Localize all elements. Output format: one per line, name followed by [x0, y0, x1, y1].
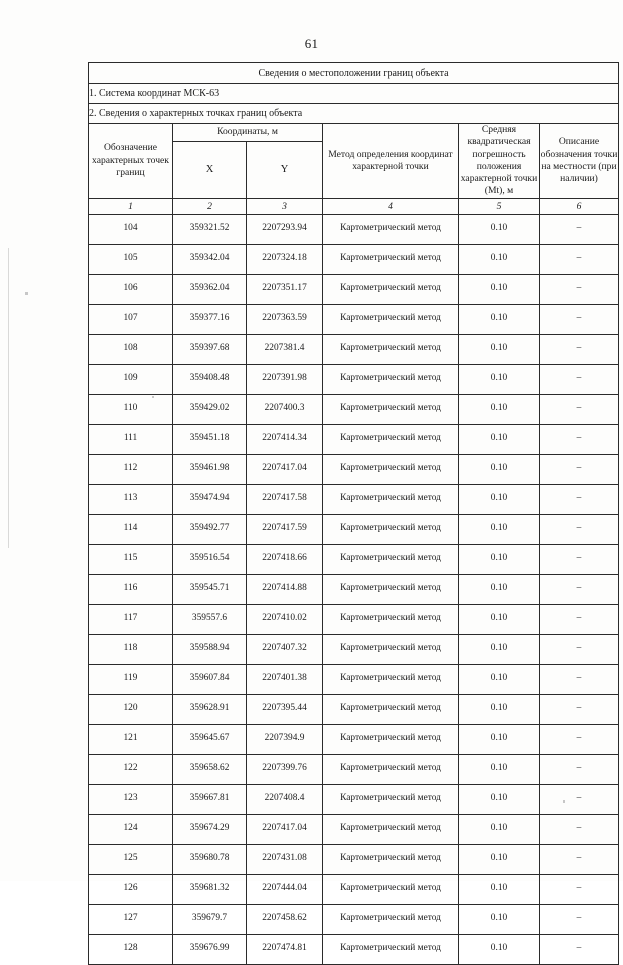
cell-coordinate-x: 359377.16 [173, 304, 247, 334]
cell-method: Картометрический метод [323, 604, 459, 634]
section-2-label: 2. Сведения о характерных точках границ объекта [89, 104, 619, 124]
cell-method: Картометрический метод [323, 394, 459, 424]
cell-coordinate-y: 2207351.17 [247, 274, 323, 304]
cell-coordinate-y: 2207407.32 [247, 634, 323, 664]
column-number-4: 4 [323, 198, 459, 214]
table-row [89, 304, 619, 334]
cell-method: Картометрический метод [323, 844, 459, 874]
table-title-row [89, 63, 619, 84]
cell-description: – [540, 574, 619, 604]
cell-point-designation: 104 [89, 214, 173, 244]
cell-point-designation: 121 [89, 724, 173, 754]
cell-mean-square-error: 0.10 [459, 244, 540, 274]
cell-coordinate-x: 359588.94 [173, 634, 247, 664]
cell-point-designation: 116 [89, 574, 173, 604]
cell-coordinate-y: 2207408.4 [247, 784, 323, 814]
cell-method: Картометрический метод [323, 214, 459, 244]
cell-mean-square-error: 0.10 [459, 874, 540, 904]
cell-description: – [540, 214, 619, 244]
cell-method: Картометрический метод [323, 424, 459, 454]
table-row [89, 574, 619, 604]
cell-coordinate-x: 359658.62 [173, 754, 247, 784]
cell-description: – [540, 364, 619, 394]
cell-mean-square-error: 0.10 [459, 544, 540, 574]
cell-coordinate-x: 359362.04 [173, 274, 247, 304]
table-row [89, 904, 619, 934]
cell-mean-square-error: 0.10 [459, 844, 540, 874]
cell-coordinate-x: 359474.94 [173, 484, 247, 514]
cell-coordinate-y: 2207414.88 [247, 574, 323, 604]
cell-coordinate-y: 2207391.98 [247, 364, 323, 394]
section-2-row [89, 104, 619, 124]
cell-point-designation: 106 [89, 274, 173, 304]
cell-coordinate-x: 359408.48 [173, 364, 247, 394]
cell-point-designation: 114 [89, 514, 173, 544]
cell-method: Картометрический метод [323, 874, 459, 904]
cell-mean-square-error: 0.10 [459, 634, 540, 664]
cell-method: Картометрический метод [323, 814, 459, 844]
column-number-3: 3 [247, 198, 323, 214]
cell-method: Картометрический метод [323, 454, 459, 484]
cell-mean-square-error: 0.10 [459, 574, 540, 604]
cell-method: Картометрический метод [323, 754, 459, 784]
cell-mean-square-error: 0.10 [459, 694, 540, 724]
cell-point-designation: 109 [89, 364, 173, 394]
cell-coordinate-x: 359676.99 [173, 934, 247, 964]
cell-description: – [540, 484, 619, 514]
cell-description: – [540, 694, 619, 724]
cell-coordinate-y: 2207444.04 [247, 874, 323, 904]
column-number-5: 5 [459, 198, 540, 214]
cell-coordinate-x: 359557.6 [173, 604, 247, 634]
cell-description: – [540, 634, 619, 664]
table-row [89, 814, 619, 844]
cell-coordinate-y: 2207417.59 [247, 514, 323, 544]
cell-mean-square-error: 0.10 [459, 664, 540, 694]
cell-mean-square-error: 0.10 [459, 784, 540, 814]
column-number-6: 6 [540, 198, 619, 214]
table-row [89, 754, 619, 784]
cell-method: Картометрический метод [323, 364, 459, 394]
table-row [89, 634, 619, 664]
cell-mean-square-error: 0.10 [459, 364, 540, 394]
cell-description: – [540, 904, 619, 934]
cell-method: Картометрический метод [323, 574, 459, 604]
cell-method: Картометрический метод [323, 304, 459, 334]
cell-description: – [540, 844, 619, 874]
cell-mean-square-error: 0.10 [459, 334, 540, 364]
cell-point-designation: 117 [89, 604, 173, 634]
cell-coordinate-y: 2207324.18 [247, 244, 323, 274]
cell-coordinate-y: 2207395.44 [247, 694, 323, 724]
cell-coordinate-y: 2207293.94 [247, 214, 323, 244]
cell-method: Картометрический метод [323, 664, 459, 694]
cell-coordinate-x: 359674.29 [173, 814, 247, 844]
cell-description: – [540, 544, 619, 574]
cell-coordinate-y: 2207394.9 [247, 724, 323, 754]
cell-coordinate-y: 2207418.66 [247, 544, 323, 574]
cell-point-designation: 112 [89, 454, 173, 484]
cell-method: Картометрический метод [323, 904, 459, 934]
cell-point-designation: 127 [89, 904, 173, 934]
table-row [89, 724, 619, 754]
cell-description: – [540, 814, 619, 844]
cell-coordinate-x: 359461.98 [173, 454, 247, 484]
cell-coordinate-x: 359681.32 [173, 874, 247, 904]
cell-coordinate-y: 2207363.59 [247, 304, 323, 334]
cell-point-designation: 118 [89, 634, 173, 664]
cell-point-designation: 107 [89, 304, 173, 334]
table-row [89, 844, 619, 874]
cell-method: Картометрический метод [323, 694, 459, 724]
document-title: Сведения о местоположении границ объекта [89, 63, 619, 84]
cell-coordinate-y: 2207474.81 [247, 934, 323, 964]
table-row [89, 394, 619, 424]
cell-description: – [540, 424, 619, 454]
cell-coordinate-y: 2207401.38 [247, 664, 323, 694]
cell-point-designation: 115 [89, 544, 173, 574]
table-row [89, 514, 619, 544]
cell-description: – [540, 394, 619, 424]
cell-description: – [540, 274, 619, 304]
cell-description: – [540, 604, 619, 634]
section-1-row [89, 84, 619, 104]
page-number: 61 [304, 36, 319, 51]
cell-coordinate-y: 2207417.04 [247, 814, 323, 844]
cell-description: – [540, 754, 619, 784]
cell-method: Картометрический метод [323, 334, 459, 364]
cell-method: Картометрический метод [323, 724, 459, 754]
column-header-description: Описание обозначения точки на местности (при наличии) [540, 124, 619, 199]
column-number-1: 1 [89, 198, 173, 214]
column-header-point-designation: Обозначение характерных точек границ [89, 124, 173, 199]
column-header-mean-square-error: Средняя квадратическая погрешность положения характерной точки (Мt), м [459, 124, 540, 199]
cell-description: – [540, 334, 619, 364]
cell-coordinate-y: 2207410.02 [247, 604, 323, 634]
cell-method: Картометрический метод [323, 274, 459, 304]
cell-method: Картометрический метод [323, 484, 459, 514]
cell-mean-square-error: 0.10 [459, 754, 540, 784]
cell-mean-square-error: 0.10 [459, 904, 540, 934]
cell-coordinate-y: 2207417.58 [247, 484, 323, 514]
cell-coordinate-x: 359645.67 [173, 724, 247, 754]
scan-speck [25, 292, 28, 295]
cell-mean-square-error: 0.10 [459, 454, 540, 484]
table-row [89, 334, 619, 364]
cell-point-designation: 119 [89, 664, 173, 694]
cell-description: – [540, 454, 619, 484]
cell-method: Картометрический метод [323, 514, 459, 544]
cell-mean-square-error: 0.10 [459, 724, 540, 754]
cell-point-designation: 108 [89, 334, 173, 364]
cell-method: Картометрический метод [323, 634, 459, 664]
cell-point-designation: 113 [89, 484, 173, 514]
scan-edge-artifact [8, 248, 9, 548]
cell-mean-square-error: 0.10 [459, 394, 540, 424]
cell-coordinate-x: 359607.84 [173, 664, 247, 694]
cell-description: – [540, 244, 619, 274]
cell-point-designation: 126 [89, 874, 173, 904]
cell-coordinate-y: 2207431.08 [247, 844, 323, 874]
cell-method: Картометрический метод [323, 544, 459, 574]
cell-mean-square-error: 0.10 [459, 424, 540, 454]
cell-description: – [540, 304, 619, 334]
table-row [89, 694, 619, 724]
cell-coordinate-x: 359667.81 [173, 784, 247, 814]
table-row [89, 664, 619, 694]
cell-point-designation: 120 [89, 694, 173, 724]
cell-coordinate-x: 359321.52 [173, 214, 247, 244]
cell-point-designation: 128 [89, 934, 173, 964]
column-header-method: Метод определения координат характерной точки [323, 124, 459, 199]
cell-mean-square-error: 0.10 [459, 934, 540, 964]
column-number-2: 2 [173, 198, 247, 214]
cell-coordinate-x: 359545.71 [173, 574, 247, 604]
column-header-y: Y [247, 142, 323, 198]
cell-point-designation: 125 [89, 844, 173, 874]
cell-coordinate-x: 359397.68 [173, 334, 247, 364]
table-row [89, 784, 619, 814]
table-row [89, 364, 619, 394]
cell-method: Картометрический метод [323, 784, 459, 814]
boundary-points-table [88, 62, 619, 965]
cell-coordinate-x: 359516.54 [173, 544, 247, 574]
cell-description: – [540, 874, 619, 904]
cell-coordinate-y: 2207417.04 [247, 454, 323, 484]
cell-point-designation: 111 [89, 424, 173, 454]
cell-description: – [540, 934, 619, 964]
cell-point-designation: 123 [89, 784, 173, 814]
table-row [89, 454, 619, 484]
cell-coordinate-x: 359342.04 [173, 244, 247, 274]
cell-coordinate-y: 2207458.62 [247, 904, 323, 934]
cell-coordinate-x: 359429.02 [173, 394, 247, 424]
cell-coordinate-x: 359492.77 [173, 514, 247, 544]
cell-point-designation: 105 [89, 244, 173, 274]
table-row [89, 874, 619, 904]
cell-description: – [540, 784, 619, 814]
column-header-x: X [173, 142, 247, 198]
table-row [89, 244, 619, 274]
table-row [89, 544, 619, 574]
cell-coordinate-y: 2207414.34 [247, 424, 323, 454]
section-1-label: 1. Система координат МСК-63 [89, 84, 619, 104]
cell-point-designation: 110 [89, 394, 173, 424]
column-header-coordinates-group: Координаты, м [173, 124, 323, 142]
cell-point-designation: 122 [89, 754, 173, 784]
cell-coordinate-y: 2207400.3 [247, 394, 323, 424]
cell-coordinate-x: 359679.7 [173, 904, 247, 934]
cell-mean-square-error: 0.10 [459, 214, 540, 244]
table-body [89, 214, 619, 964]
cell-coordinate-x: 359451.18 [173, 424, 247, 454]
cell-coordinate-x: 359628.91 [173, 694, 247, 724]
cell-mean-square-error: 0.10 [459, 274, 540, 304]
cell-coordinate-y: 2207381.4 [247, 334, 323, 364]
cell-mean-square-error: 0.10 [459, 304, 540, 334]
cell-mean-square-error: 0.10 [459, 604, 540, 634]
cell-coordinate-y: 2207399.76 [247, 754, 323, 784]
header-row-top [89, 124, 619, 142]
cell-mean-square-error: 0.10 [459, 514, 540, 544]
table-row [89, 424, 619, 454]
cell-description: – [540, 514, 619, 544]
table-row [89, 484, 619, 514]
column-number-row [89, 198, 619, 214]
cell-coordinate-x: 359680.78 [173, 844, 247, 874]
cell-mean-square-error: 0.10 [459, 814, 540, 844]
cell-description: – [540, 724, 619, 754]
cell-method: Картометрический метод [323, 934, 459, 964]
table-row [89, 604, 619, 634]
table-row [89, 934, 619, 964]
table-row [89, 214, 619, 244]
table-row [89, 274, 619, 304]
cell-mean-square-error: 0.10 [459, 484, 540, 514]
cell-method: Картометрический метод [323, 244, 459, 274]
cell-point-designation: 124 [89, 814, 173, 844]
cell-description: – [540, 664, 619, 694]
